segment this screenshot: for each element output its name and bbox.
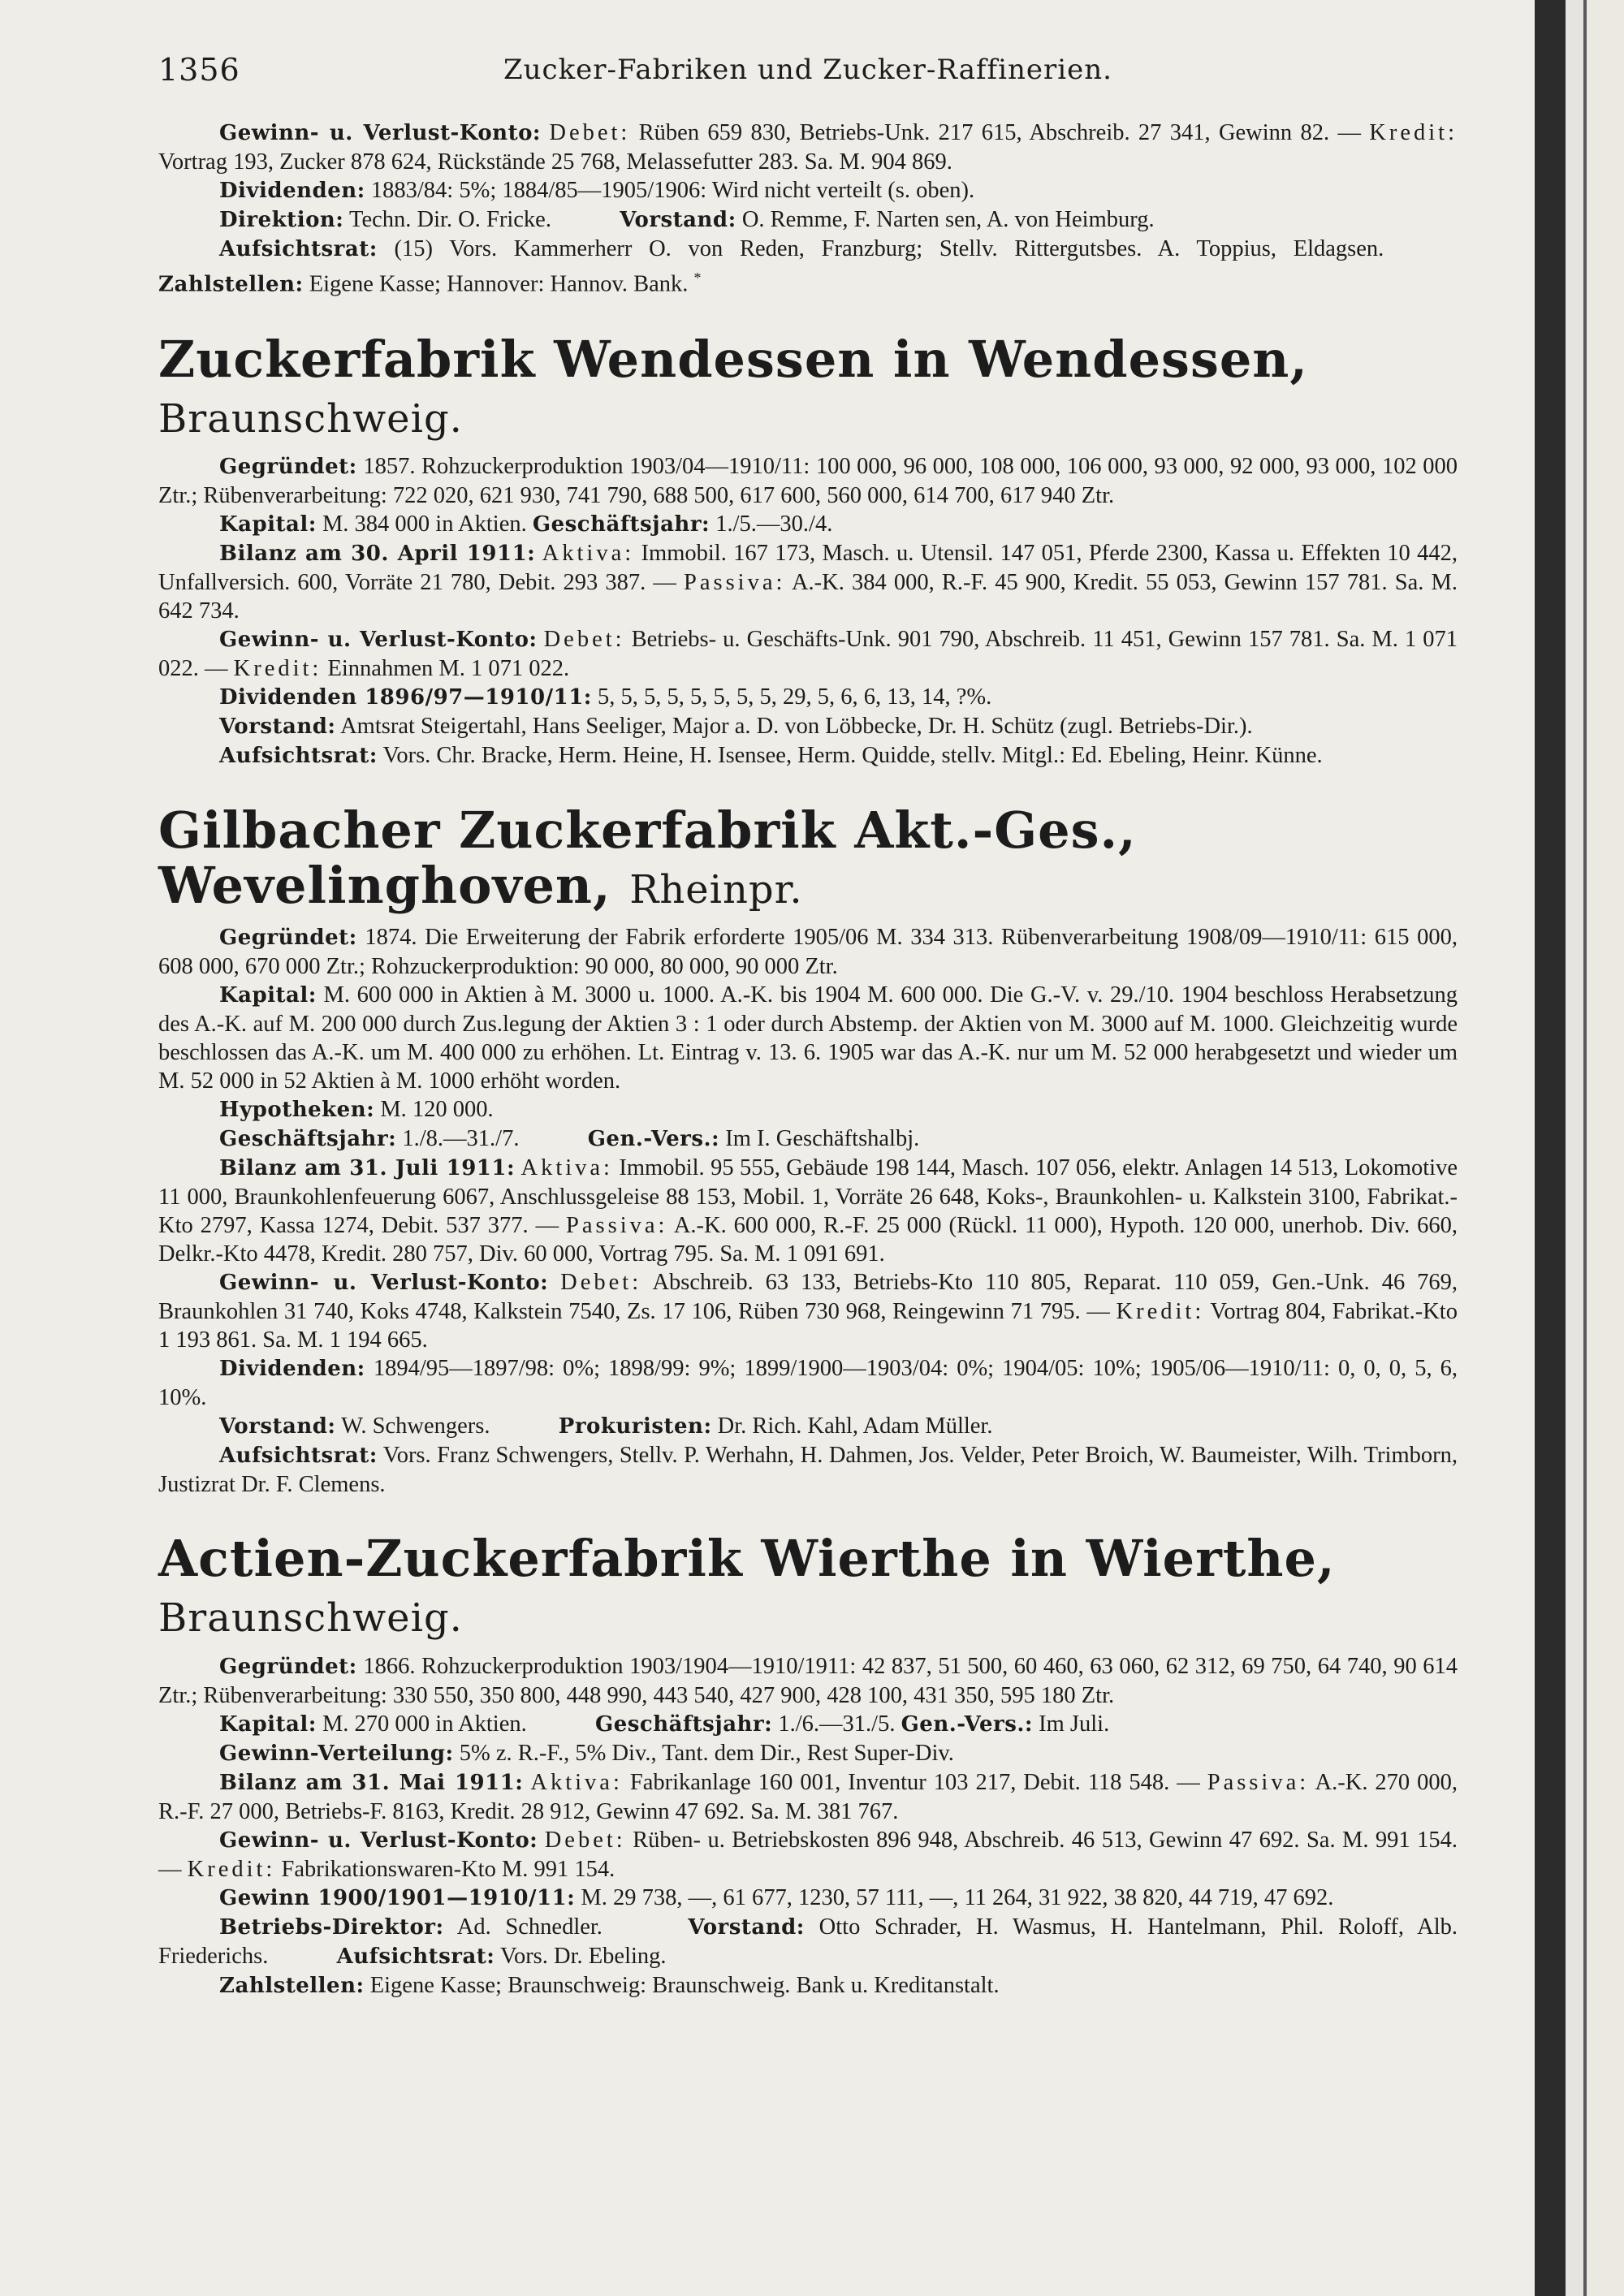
gv-paragraph bbox=[158, 1826, 1458, 1884]
balance-label: Bilanz am 30. April 1911: bbox=[219, 541, 536, 566]
dividend-text: 1883/84: 5%; 1884/85—1905/1906: Wird nicht verteilt (s. oben). bbox=[370, 178, 975, 203]
founded-label: Gegründet: bbox=[219, 1654, 357, 1679]
profit-history-text: M. 29 738, —, 61 677, 1230, 57 111, —, 11 264, 31 922, 38 820, 44 719, 47 692. bbox=[581, 1884, 1334, 1910]
aktiva-label: Aktiva: bbox=[530, 1769, 623, 1795]
vorstand-text: O. Remme, F. Narten sen, A. von Heimburg. bbox=[741, 207, 1155, 232]
balance-paragraph bbox=[158, 1768, 1458, 1826]
dividend-text: 1894/95—1897/98: 0%; 1898/99: 9%; 1899/1900—1903/04: 0%; 1904/05: 10%; 1905/06—1910/11: 0, 0, 0, 5, 6, 10%. bbox=[158, 1356, 1458, 1411]
fiscal-year-text: 1./5.—30./4. bbox=[715, 511, 833, 537]
company-name: Gilbacher Zuckerfabrik Akt.-Ges., Wevelinghoven, bbox=[158, 800, 1137, 916]
entry-continuation bbox=[158, 119, 1458, 300]
capital-paragraph bbox=[158, 981, 1458, 1095]
aufsichtsrat-paragraph bbox=[158, 235, 1458, 300]
entry-wierthe bbox=[158, 1531, 1458, 2000]
operations-director-text: Ad. Schnedler. bbox=[456, 1914, 603, 1940]
debet-label: Debet: bbox=[560, 1270, 642, 1296]
aufsichtsrat-label: Aufsichtsrat: bbox=[336, 1944, 495, 1969]
general-meeting-text: Im I. Geschäftshalbj. bbox=[725, 1126, 920, 1152]
prokuristen-label: Prokuristen: bbox=[558, 1414, 712, 1439]
aktiva-text: Fabrikanlage 160 001, Inventur 103 217, Debit. 118 548. — bbox=[629, 1769, 1200, 1795]
company-name: Actien-Zuckerfabrik Wierthe in Wierthe, bbox=[158, 1529, 1336, 1589]
aufsichtsrat-label: Aufsichtsrat: bbox=[219, 1444, 378, 1469]
mortgage-paragraph bbox=[158, 1095, 1458, 1124]
balance-label: Bilanz am 31. Mai 1911: bbox=[219, 1770, 524, 1795]
fiscal-year-text: 1./6.—31./5. bbox=[778, 1711, 896, 1737]
passiva-text: A.-K. 600 000, R.-F. 25 000 (Rückl. 11 000), Hypoth. 120 000, unerhob. Div. 660, Delkr.-Kto 4478, Kredit. 280 757, Div. 60 000, Vortrag 795. Sa. M. 1 091 691. bbox=[158, 1213, 1458, 1267]
passiva-text: A.-K. 384 000, R.-F. 45 900, Kredit. 55 053, Gewinn 157 781. Sa. M. 642 734. bbox=[158, 569, 1458, 624]
operations-director-label: Betriebs-Direktor: bbox=[219, 1914, 444, 1940]
prokuristen-text: Dr. Rich. Kahl, Adam Müller. bbox=[717, 1413, 993, 1439]
zahlstellen-text: Eigene Kasse; Braunschweig: Braunschweig. Bank u. Kreditanstalt. bbox=[369, 1972, 1000, 1998]
founded-paragraph bbox=[158, 923, 1458, 981]
profit-history-paragraph bbox=[158, 1884, 1458, 1913]
passiva-label: Passiva: bbox=[683, 569, 786, 595]
running-title: Zucker-Fabriken und Zucker-Raffinerien. bbox=[503, 54, 1112, 86]
page-content bbox=[158, 49, 1458, 2000]
direktion-label: Direktion: bbox=[219, 208, 344, 232]
zahlstellen-text: Eigene Kasse; Hannover: Hannov. Bank. bbox=[309, 271, 689, 297]
kredit-text: Vortrag 193, Zucker 878 624, Rückstände 25 768, Melassefutter 283. Sa. M. 904 869. bbox=[158, 149, 952, 175]
debet-text: Betriebs- u. Geschäfts-Unk. 901 790, Abschreib. 11 451, Gewinn 157 781. Sa. M. 1 071 022. — bbox=[158, 626, 1458, 681]
kredit-label: Kredit: bbox=[1116, 1299, 1205, 1325]
vorstand-label: Vorstand: bbox=[688, 1914, 805, 1940]
fiscal-year-label: Geschäftsjahr: bbox=[219, 1127, 397, 1152]
aufsichtsrat-paragraph bbox=[158, 1441, 1458, 1499]
company-title bbox=[158, 800, 1458, 916]
direktion-text: Techn. Dir. O. Fricke. bbox=[349, 207, 551, 232]
vorstand-paragraph bbox=[158, 1412, 1458, 1441]
aufsichtsrat-text: Vors. Chr. Bracke, Herm. Heine, H. Isensee, Herm. Quidde, stellv. Mitgl.: Ed. Ebeling, Heinr. Künne. bbox=[382, 742, 1323, 768]
debet-label: Debet: bbox=[544, 1827, 626, 1853]
debet-text: Rüben- u. Betriebskosten 896 948, Abschreib. 46 513, Gewinn 47 692. Sa. M. 991 154. — bbox=[158, 1827, 1458, 1882]
aufsichtsrat-label: Aufsichtsrat: bbox=[219, 237, 378, 261]
aufsichtsrat-text: Vors. Dr. Ebeling. bbox=[500, 1943, 667, 1969]
zahlstellen-label: Zahlstellen: bbox=[219, 1973, 365, 1998]
company-name: Zuckerfabrik Wendessen in Wendessen, bbox=[158, 329, 1308, 389]
vorstand-text: Amtsrat Steigertahl, Hans Seeliger, Major a. D. von Löbbecke, Dr. H. Schütz (zugl. Betriebs-Dir.). bbox=[340, 713, 1253, 739]
balance-paragraph bbox=[158, 539, 1458, 625]
kredit-text: Einnahmen M. 1 071 022. bbox=[327, 655, 570, 681]
debet-label: Debet: bbox=[549, 120, 631, 145]
gv-label: Gewinn- u. Verlust-Konto: bbox=[219, 121, 542, 145]
founded-label: Gegründet: bbox=[219, 454, 357, 479]
zahlstellen-paragraph bbox=[158, 1971, 1458, 2000]
dividend-label: Dividenden 1896/97—1910/11: bbox=[219, 684, 592, 710]
capital-label: Kapital: bbox=[219, 1711, 317, 1737]
capital-text: M. 270 000 in Aktien. bbox=[322, 1711, 527, 1737]
aufsichtsrat-text: Vors. Franz Schwengers, Stellv. P. Werhahn, H. Dahmen, Jos. Velder, Peter Broich, W. Baumeister, Wilh. Trimborn, Justizrat Dr. F. Clemens. bbox=[158, 1443, 1458, 1498]
book-gutter bbox=[1535, 0, 1624, 2296]
balance-paragraph bbox=[158, 1154, 1458, 1268]
vorstand-label: Vorstand: bbox=[219, 714, 336, 739]
entry-wendessen bbox=[158, 329, 1458, 770]
gv-label: Gewinn- u. Verlust-Konto: bbox=[219, 1271, 549, 1296]
aufsichtsrat-paragraph bbox=[158, 741, 1458, 770]
founded-text: 1866. Rohzuckerproduktion 1903/1904—1910/1911: 42 837, 51 500, 60 460, 63 060, 62 312, 69 750, 64 740, 90 614 Ztr.; Rübenverarbeitung: 330 550, 350 800, 448 990, 443 540, 427 900, 428 100, 431 350, 595 180 Ztr. bbox=[158, 1653, 1458, 1708]
vorstand-text: W. Schwengers. bbox=[341, 1413, 490, 1439]
dividend-paragraph bbox=[158, 1354, 1458, 1412]
asterisk-mark: * bbox=[693, 270, 702, 286]
aktiva-text: Immobil. 167 173, Masch. u. Utensil. 147 051, Pferde 2300, Kassa u. Effekten 10 442, Unfallversich. 600, Vorräte 21 780, Debit. 293 387. — bbox=[158, 540, 1458, 595]
founded-paragraph bbox=[158, 452, 1458, 510]
debet-label: Debet: bbox=[543, 626, 625, 652]
gv-paragraph bbox=[158, 1268, 1458, 1354]
kredit-label: Kredit: bbox=[187, 1856, 276, 1882]
mortgage-text: M. 120 000. bbox=[380, 1097, 494, 1123]
aktiva-text: Immobil. 95 555, Gebäude 198 144, Masch. 107 056, elektr. Anlagen 14 513, Lokomotive 11 000, Braunkohlenfeuerung 6067, Anschlussgeleise 88 153, Mobil. 1, Vorräte 26 648, Koks-, Braunkohlen- u. Kalkstein 3100, Fabrikat.-Kto 2797, Kassa 1274, Debit. 537 377. — bbox=[158, 1155, 1458, 1239]
kredit-label: Kredit: bbox=[1369, 120, 1458, 145]
company-title bbox=[158, 1531, 1458, 1642]
fiscal-year-label: Geschäftsjahr: bbox=[532, 511, 710, 537]
debet-text: Rüben 659 830, Betriebs-Unk. 217 615, Abschreib. 27 341, Gewinn 82. — bbox=[638, 120, 1361, 145]
capital-text: M. 384 000 in Aktien. bbox=[322, 511, 527, 537]
company-location: Braunschweig. bbox=[158, 395, 463, 442]
dividend-paragraph bbox=[158, 176, 1458, 205]
profit-distribution-label: Gewinn-Verteilung: bbox=[219, 1741, 454, 1766]
mortgage-label: Hypotheken: bbox=[219, 1098, 375, 1123]
capital-paragraph bbox=[158, 1710, 1458, 1739]
company-title bbox=[158, 329, 1458, 442]
profit-distribution-paragraph bbox=[158, 1739, 1458, 1768]
capital-text: M. 600 000 in Aktien à M. 3000 u. 1000. A.-K. bis 1904 M. 600 000. Die G.-V. v. 29./10. 1904 beschloss Herabsetzung des A.-K. auf M. 200 000 durch Zus.legung der Aktien 3 : 1 oder durch Abstemp. der Aktien von M. 3000 auf M. 1000. Gleichzeitig wurde beschlossen das A.-K. um M. 400 000 zu erhöhen. Lt. Eintrag v. 13. 6. 1905 war das A.-K. nur um M. 52 000 herabgesetzt und wieder um M. 52 000 in 52 Aktien à M. 1000 erhöht worden. bbox=[158, 982, 1458, 1094]
general-meeting-label: Gen.-Vers.: bbox=[901, 1711, 1033, 1737]
dividend-label: Dividenden: bbox=[219, 179, 365, 203]
kredit-label: Kredit: bbox=[233, 655, 322, 681]
general-meeting-text: Im Juli. bbox=[1039, 1711, 1110, 1737]
gv-label: Gewinn- u. Verlust-Konto: bbox=[219, 627, 538, 652]
capital-paragraph bbox=[158, 510, 1458, 539]
founded-text: 1857. Rohzuckerproduktion 1903/04—1910/11: 100 000, 96 000, 108 000, 106 000, 93 000, 92 000, 93 000, 102 000 Ztr.; Rübenverarbeitung: 722 020, 621 930, 741 790, 688 500, 617 600, 560 000, 614 700, 617 940 Ztr. bbox=[158, 453, 1458, 508]
vorstand-label: Vorstand: bbox=[219, 1414, 336, 1439]
passiva-text: A.-K. 270 000, R.-F. 27 000, Betriebs-F. 8163, Kredit. 28 912, Gewinn 47 692. Sa. M. 381 767. bbox=[158, 1769, 1458, 1824]
dividend-label: Dividenden: bbox=[219, 1357, 365, 1382]
vorstand-paragraph bbox=[158, 712, 1458, 741]
aktiva-label: Aktiva: bbox=[520, 1155, 613, 1181]
capital-label: Kapital: bbox=[219, 511, 317, 537]
founded-paragraph bbox=[158, 1652, 1458, 1710]
kredit-text: Fabrikationswaren-Kto M. 991 154. bbox=[281, 1856, 615, 1882]
company-location: Braunschweig. bbox=[158, 1595, 463, 1642]
vorstand-text: Otto Schrader, H. Wasmus, H. Hantelmann, Phil. Roloff, Alb. Friederichs. bbox=[158, 1914, 1458, 1969]
company-location: Rheinpr. bbox=[629, 867, 803, 913]
aufsichtsrat-label: Aufsichtsrat: bbox=[219, 743, 378, 768]
gv-paragraph bbox=[158, 119, 1458, 176]
founded-text: 1874. Die Erweiterung der Fabrik erforderte 1905/06 M. 334 313. Rübenverarbeitung 1908/09—1910/11: 615 000, 608 000, 670 000 Ztr.; Rohzuckerproduktion: 90 000, 80 000, 90 000 Ztr. bbox=[158, 925, 1458, 980]
aufsichtsrat-text: (15) Vors. Kammerherr O. von Reden, Franzburg; Stellv. Rittergutsbes. A. Toppius, Eldagsen. bbox=[394, 236, 1384, 261]
gv-label: Gewinn- u. Verlust-Konto: bbox=[219, 1828, 538, 1853]
balance-label: Bilanz am 31. Juli 1911: bbox=[219, 1156, 516, 1181]
kredit-text: Vortrag 804, Fabrikat.-Kto 1 193 861. Sa. M. 1 194 665. bbox=[158, 1299, 1458, 1353]
vorstand-label: Vorstand: bbox=[620, 208, 736, 232]
debet-text: Abschreib. 63 133, Betriebs-Kto 110 805, Reparat. 110 059, Gen.-Unk. 46 769, Braunkohlen 31 740, Koks 4748, Kalkstein 7540, Zs. 17 106, Rüben 730 968, Reingewinn 71 795. — bbox=[158, 1270, 1458, 1325]
page-number: 1356 bbox=[158, 52, 240, 88]
dividend-text: 5, 5, 5, 5, 5, 5, 5, 5, 29, 5, 6, 6, 13, 14, ?%. bbox=[598, 684, 992, 710]
running-head bbox=[158, 49, 1458, 91]
fiscal-year-paragraph bbox=[158, 1124, 1458, 1154]
fiscal-year-text: 1./8.—31./7. bbox=[402, 1126, 520, 1152]
gv-paragraph bbox=[158, 625, 1458, 683]
founded-label: Gegründet: bbox=[219, 926, 357, 951]
capital-label: Kapital: bbox=[219, 983, 317, 1008]
profit-distribution-text: 5% z. R.-F., 5% Div., Tant. dem Dir., Rest Super-Div. bbox=[459, 1740, 954, 1766]
entry-gilbacher bbox=[158, 800, 1458, 1499]
zahlstellen-label: Zahlstellen: bbox=[158, 272, 304, 297]
direktion-paragraph bbox=[158, 205, 1458, 235]
aktiva-label: Aktiva: bbox=[542, 540, 635, 566]
passiva-label: Passiva: bbox=[566, 1213, 668, 1239]
management-paragraph bbox=[158, 1913, 1458, 1971]
profit-history-label: Gewinn 1900/1901—1910/11: bbox=[219, 1885, 576, 1910]
fiscal-year-label: Geschäftsjahr: bbox=[594, 1711, 773, 1737]
passiva-label: Passiva: bbox=[1207, 1769, 1310, 1795]
general-meeting-label: Gen.-Vers.: bbox=[587, 1127, 720, 1152]
dividend-paragraph bbox=[158, 683, 1458, 712]
